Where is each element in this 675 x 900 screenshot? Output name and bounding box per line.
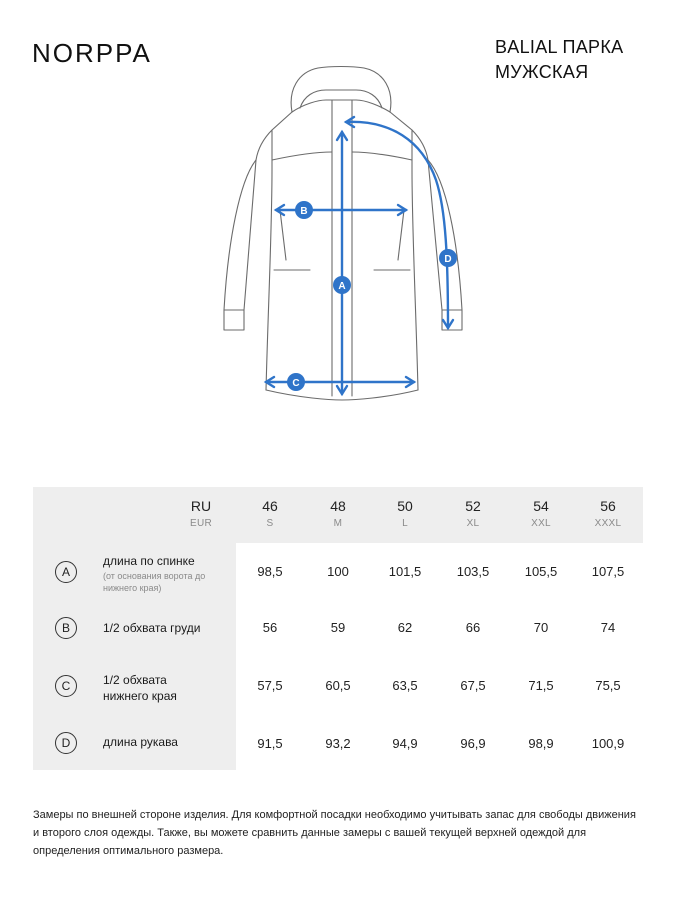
size-eur-xl: XL — [466, 518, 480, 529]
size-eur-s: S — [266, 518, 274, 529]
cell-b-52: 66 — [465, 620, 481, 635]
brand-logo: NORPPA — [32, 38, 152, 68]
cell-b-54: 70 — [533, 620, 549, 635]
cell-c-54: 71,5 — [528, 678, 554, 693]
size-ru-46: 46 — [262, 498, 278, 514]
parka-outline-icon — [200, 60, 480, 410]
cell-d-56: 100,9 — [591, 736, 625, 751]
cell-c-52: 67,5 — [460, 678, 486, 693]
size-table-header — [33, 487, 643, 543]
row-letter-a: A — [55, 561, 77, 583]
cell-c-56: 75,5 — [595, 678, 621, 693]
marker-d: D — [444, 254, 452, 265]
marker-c: C — [292, 378, 300, 389]
size-ru-56: 56 — [600, 498, 616, 514]
cell-a-56: 107,5 — [591, 564, 625, 579]
cell-a-50: 101,5 — [388, 564, 422, 579]
cell-b-46: 56 — [262, 620, 278, 635]
row-sub-a: (от основания ворота до нижнего края) — [103, 571, 206, 593]
measurement-note: Замеры по внешней стороне изделия. Для комфортной посадки необходимо учитывать запас для свободы движения и второго слоя одежды. Также, вы можете сравнить данные замеры с вашей текущей верхней одеждой для определения оптимального размера. — [33, 809, 636, 857]
cell-b-56: 74 — [600, 620, 616, 635]
marker-a: A — [338, 281, 346, 292]
row-letter-c: C — [55, 675, 77, 697]
cell-d-46: 91,5 — [257, 736, 283, 751]
row-label-d: длина рукава — [103, 735, 178, 749]
cell-a-52: 103,5 — [456, 564, 490, 579]
cell-b-50: 62 — [397, 620, 413, 635]
size-eur-m: M — [333, 518, 343, 529]
row-letter-d: D — [55, 732, 77, 754]
cell-d-48: 93,2 — [325, 736, 351, 751]
cell-c-46: 57,5 — [257, 678, 283, 693]
cell-a-48: 100 — [327, 564, 349, 579]
row-label-a: длина по спинке — [103, 554, 195, 568]
cell-d-52: 96,9 — [460, 736, 486, 751]
cell-a-46: 98,5 — [257, 564, 283, 579]
marker-b: B — [300, 206, 308, 217]
cell-b-48: 59 — [330, 620, 346, 635]
product-title-line2: МУЖСКАЯ — [495, 62, 589, 82]
product-title — [495, 35, 623, 85]
cell-a-54: 105,5 — [524, 564, 558, 579]
header-eur-label: EUR — [189, 518, 212, 529]
size-ru-52: 52 — [465, 498, 481, 514]
row-label-c: 1/2 обхвата нижнего края — [103, 673, 177, 703]
cell-c-50: 63,5 — [392, 678, 418, 693]
table-row — [33, 732, 643, 758]
row-label-b: 1/2 обхвата груди — [103, 621, 201, 635]
product-title-line1: BALIAL ПАРКА — [495, 37, 624, 57]
table-row — [33, 553, 643, 611]
table-row — [33, 672, 643, 712]
cell-c-48: 60,5 — [325, 678, 351, 693]
header-ru-label: RU — [190, 498, 212, 514]
parka-measurement-diagram — [200, 60, 480, 410]
size-eur-xxl: XXL — [531, 518, 551, 529]
table-row — [33, 617, 643, 647]
size-eur-l: L — [402, 518, 408, 529]
size-table — [33, 487, 643, 770]
size-ru-50: 50 — [397, 498, 413, 514]
row-letter-b: B — [55, 617, 77, 639]
size-ru-48: 48 — [330, 498, 346, 514]
cell-d-54: 98,9 — [528, 736, 554, 751]
size-eur-xxxl: XXXL — [594, 518, 622, 529]
size-ru-54: 54 — [533, 498, 549, 514]
cell-d-50: 94,9 — [392, 736, 418, 751]
